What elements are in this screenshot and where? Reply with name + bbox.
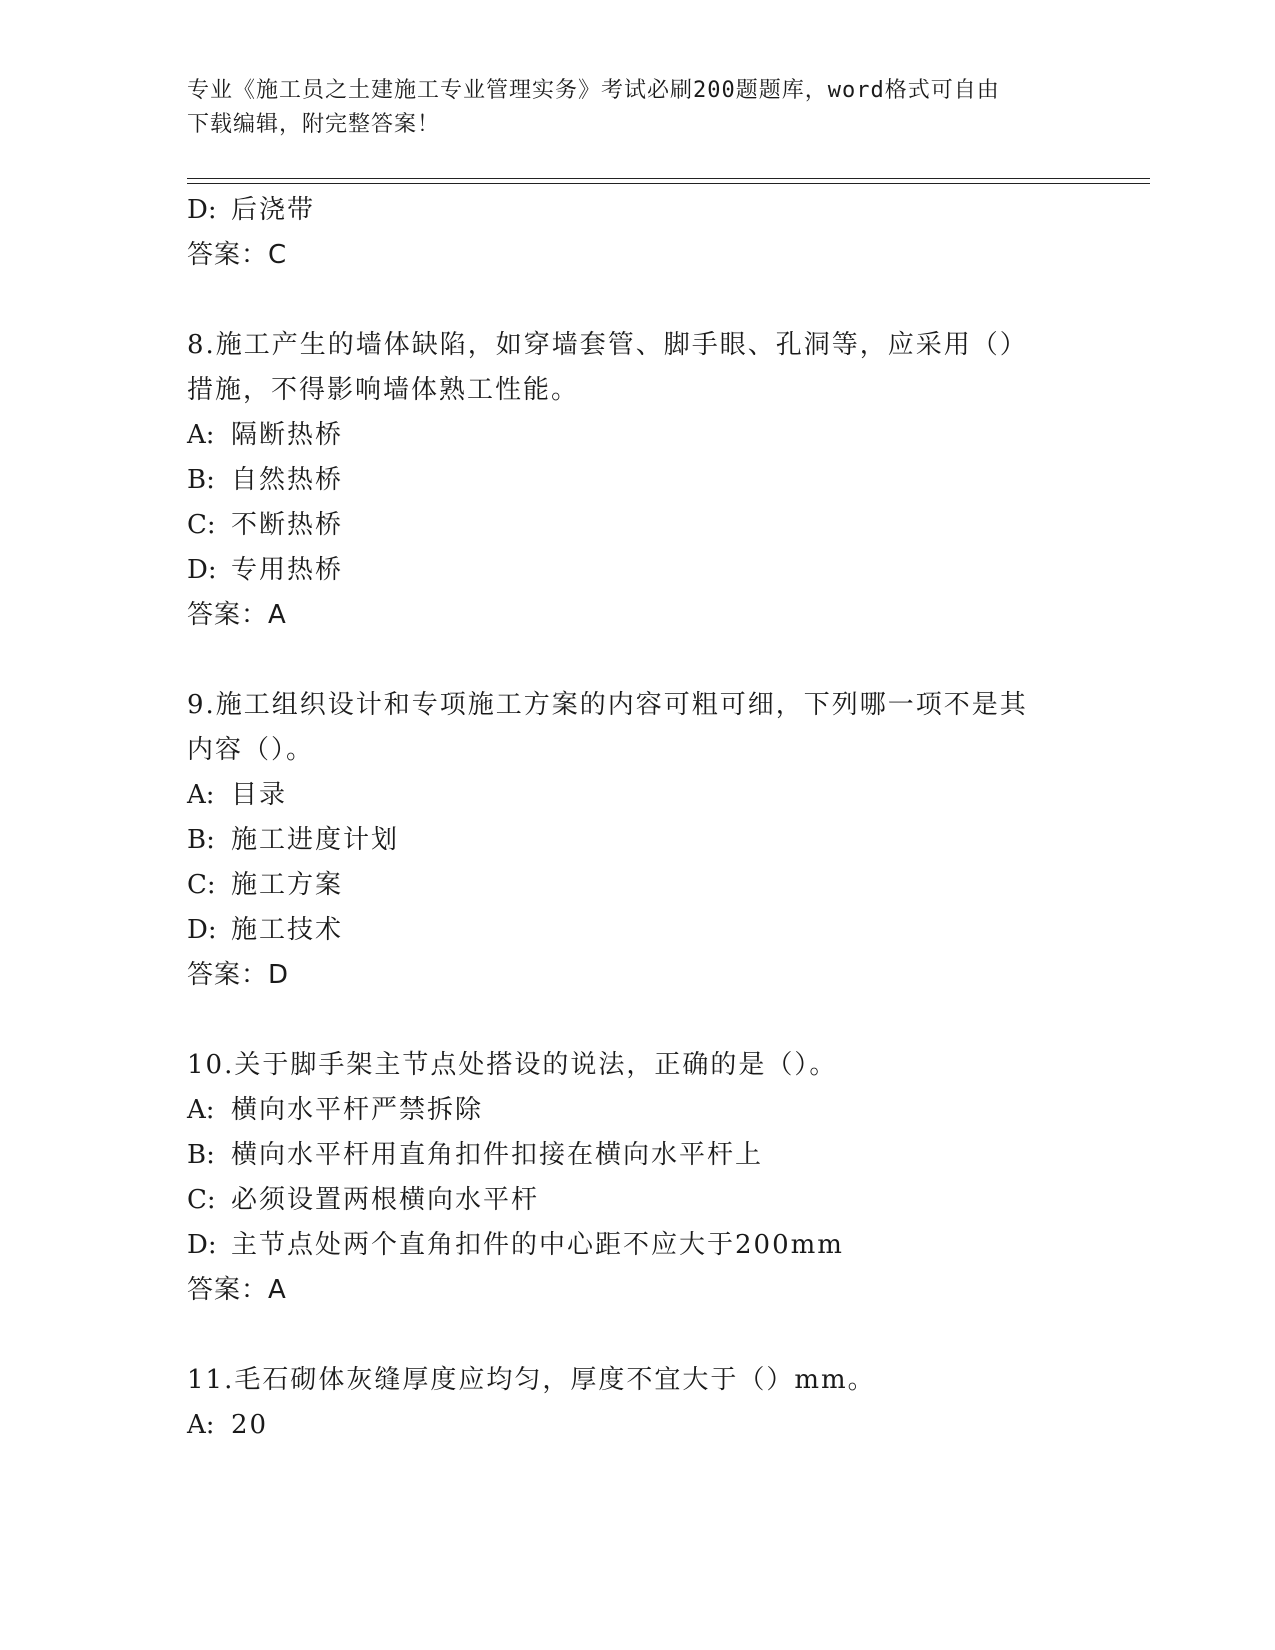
option-text: 不断热桥 bbox=[231, 510, 344, 540]
option-text: 专用热桥 bbox=[231, 555, 344, 585]
question-8-line-1: 8.施工产生的墙体缺陷，如穿墙套管、脚手眼、孔洞等，应采用（） bbox=[187, 330, 1028, 360]
option-text: 主节点处两个直角扣件的中心距不应大于200mm bbox=[231, 1230, 844, 1260]
header-title-line-1: 专业《施工员之土建施工专业管理实务》考试必刷200题题库，word格式可自由 bbox=[187, 78, 1000, 103]
question-10-option-a bbox=[187, 1094, 483, 1126]
question-8-option-a bbox=[187, 419, 343, 451]
option-letter: C: bbox=[187, 1185, 216, 1215]
option-letter: B: bbox=[187, 465, 215, 495]
question-11-line-1: 11.毛石砌体灰缝厚度应均匀，厚度不宜大于（）mm。 bbox=[187, 1365, 876, 1395]
question-9-option-b bbox=[187, 824, 399, 856]
question-10-option-c bbox=[187, 1184, 539, 1216]
question-9-answer: 答案：D bbox=[187, 960, 290, 990]
option-text: 横向水平杆严禁拆除 bbox=[231, 1095, 484, 1125]
option-text: 施工方案 bbox=[231, 870, 344, 900]
question-11-option-a bbox=[187, 1409, 268, 1441]
question-9-option-d bbox=[187, 914, 343, 946]
option-letter: D: bbox=[187, 915, 217, 945]
question-8-option-b bbox=[187, 464, 343, 496]
header-divider-top bbox=[187, 178, 1150, 179]
document-header bbox=[187, 74, 1067, 142]
question-9-line-1: 9.施工组织设计和专项施工方案的内容可粗可细，下列哪一项不是其 bbox=[187, 690, 1028, 720]
option-text: 20 bbox=[231, 1410, 269, 1440]
header-title-line-2: 下载编辑，附完整答案！ bbox=[187, 112, 441, 137]
question-10-option-d bbox=[187, 1229, 844, 1261]
option-letter: D: bbox=[187, 195, 217, 225]
option-letter: A: bbox=[187, 1095, 215, 1125]
option-text: 隔断热桥 bbox=[231, 420, 344, 450]
question-8-option-c bbox=[187, 509, 343, 541]
option-text: 施工技术 bbox=[231, 915, 344, 945]
option-text: 自然热桥 bbox=[231, 465, 344, 495]
option-letter: A: bbox=[187, 1410, 215, 1440]
question-10-answer: 答案：A bbox=[187, 1275, 287, 1305]
question-9-option-c bbox=[187, 869, 343, 901]
question-10-line-1: 10.关于脚手架主节点处搭设的说法，正确的是（）。 bbox=[187, 1050, 838, 1080]
option-letter: B: bbox=[187, 1140, 215, 1170]
option-d bbox=[187, 194, 315, 226]
answer-line: 答案：C bbox=[187, 240, 288, 270]
question-9-line-2: 内容（）。 bbox=[187, 735, 315, 765]
header-divider-bottom bbox=[187, 183, 1150, 184]
question-10-option-b bbox=[187, 1139, 763, 1171]
option-letter: C: bbox=[187, 870, 216, 900]
question-9-option-a bbox=[187, 779, 287, 811]
question-8-line-2: 措施，不得影响墙体熟工性能。 bbox=[187, 375, 580, 405]
option-letter: D: bbox=[187, 555, 217, 585]
option-letter: A: bbox=[187, 420, 215, 450]
question-8-answer: 答案：A bbox=[187, 600, 287, 630]
option-text: 必须设置两根横向水平杆 bbox=[231, 1185, 540, 1215]
option-text: 施工进度计划 bbox=[231, 825, 400, 855]
question-8-option-d bbox=[187, 554, 343, 586]
option-text: 目录 bbox=[231, 780, 288, 810]
option-letter: B: bbox=[187, 825, 215, 855]
option-letter: C: bbox=[187, 510, 216, 540]
option-letter: D: bbox=[187, 1230, 217, 1260]
option-text: 后浇带 bbox=[231, 195, 316, 225]
option-letter: A: bbox=[187, 780, 215, 810]
option-text: 横向水平杆用直角扣件扣接在横向水平杆上 bbox=[231, 1140, 764, 1170]
